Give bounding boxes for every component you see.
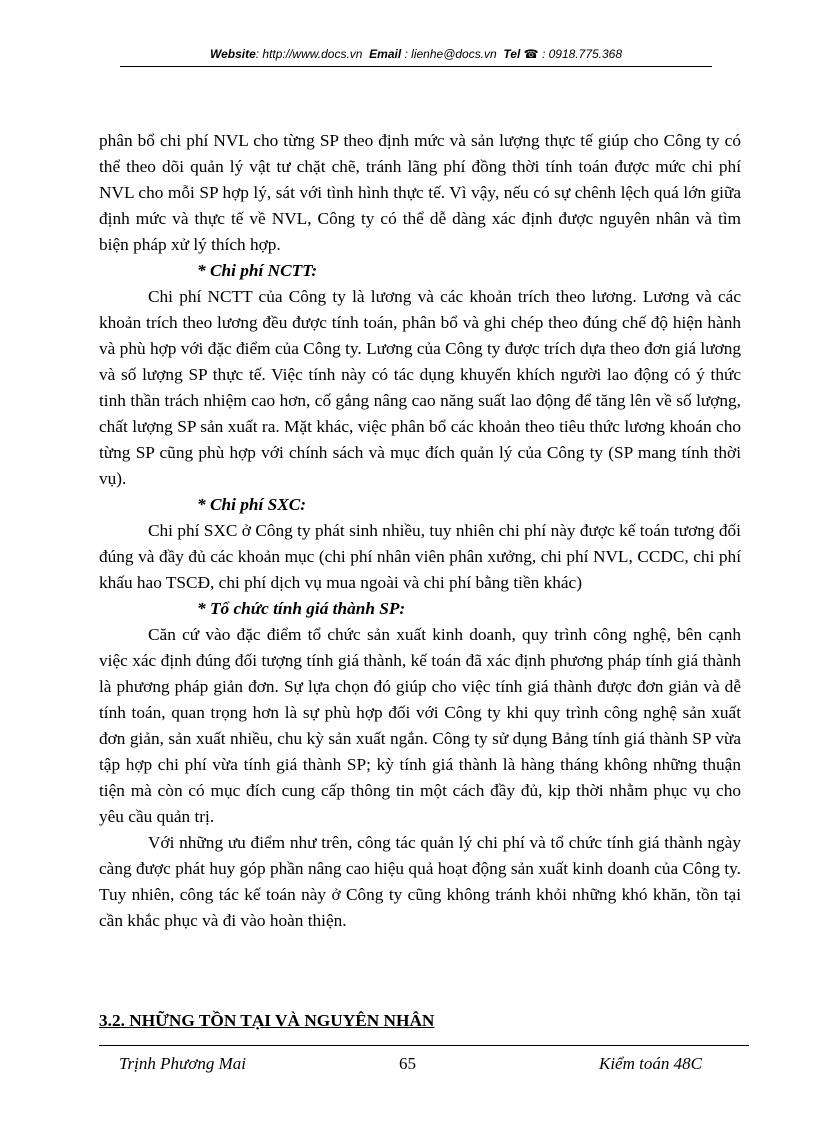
- page-footer: [99, 1054, 749, 1076]
- paragraph-nvl: phân bổ chi phí NVL cho từng SP theo định mức và sản lượng thực tế giúp cho Công ty có thể theo dõi quản lý vật tư chặt chẽ, tránh lãng phí đồng thời tính toán được mức chi phí NVL cho mỗi SP hợp lý, sát với tình hình thực tế. Vì vậy, nếu có sự chênh lệch quá lớn giữa định mức và thực tế về NVL, Công ty có thể dễ dàng xác định được nguyên nhân và tìm biện pháp xử lý thích hợp.: [99, 131, 741, 254]
- subheading-gia-thanh: * Tổ chức tính giá thành SP:: [197, 599, 406, 618]
- document-body: [99, 128, 741, 934]
- phone-icon: ☎: [523, 47, 539, 61]
- page-header: [120, 47, 712, 61]
- page-number: 65: [399, 1054, 416, 1073]
- paragraph-sxc: Chi phí SXC ở Công ty phát sinh nhiều, tuy nhiên chi phí này được kế toán tương đối đúng và đầy đủ các khoản mục (chi phí nhân viên phân xưởng, chi phí NVL, CCDC, chi phí khấu hao TSCĐ, chi phí dịch vụ mua ngoài và chi phí bằng tiền khác): [99, 521, 741, 592]
- paragraph-ncct: Chi phí NCTT của Công ty là lương và các khoản trích theo lương. Lương và các khoản trích theo lương đều được tính toán, phân bổ và ghi chép theo đúng chế độ hiện hành và phù hợp với đặc điểm của Công ty. Lương của Công ty được trích dựa theo đơn giá lương và số lượng SP thực tế. Việc tính này có tác dụng khuyến khích người lao động có ý thức tinh thần trách nhiệm cao hơn, cố gắng nâng cao năng suất lao động để tăng lên về số lượng, chất lượng SP sản xuất ra. Mặt khác, việc phân bổ các khoản theo tiêu thức lương khoán cho từng SP cũng phù hợp với chính sách và mục đích quản lý của Công ty (SP mang tính thời vụ).: [99, 287, 741, 488]
- email-value: : lienhe@docs.vn: [404, 47, 497, 61]
- paragraph-uu-diem: Với những ưu điểm như trên, công tác quản lý chi phí và tổ chức tính giá thành ngày càng được phát huy góp phần nâng cao hiệu quả hoạt động sản xuất kinh doanh của Công ty. Tuy nhiên, công tác kế toán này ở Công ty cũng không tránh khỏi những khó khăn, tồn tại cần khắc phục và đi vào hoàn thiện.: [99, 833, 741, 930]
- footer-class: Kiểm toán 48C: [599, 1054, 702, 1073]
- footer-divider: [99, 1045, 749, 1046]
- header-divider: [120, 66, 712, 67]
- subheading-ncct: * Chi phí NCTT:: [197, 261, 318, 280]
- subheading-sxc: * Chi phí SXC:: [197, 495, 307, 514]
- email-label: Email: [369, 47, 402, 61]
- footer-author: Trịnh Phương Mai: [119, 1054, 246, 1073]
- paragraph-gia-thanh: Căn cứ vào đặc điểm tổ chức sản xuất kinh doanh, quy trình công nghệ, bên cạnh việc xác định đúng đối tượng tính giá thành, kế toán đã xác định phương pháp tính giá thành là phương pháp giản đơn. Sự lựa chọn đó giúp cho việc tính giá thành được đơn giản và dễ tính toán, quan trọng hơn là sự phù hợp đối với Công ty khi quy trình công nghệ sản xuất đơn giản, sản xuất nhiều, chu kỳ sản xuất ngắn. Công ty sử dụng Bảng tính giá thành SP vừa tập hợp chi phí vừa tính giá thành SP; kỳ tính giá thành là hàng tháng không những thuận tiện mà còn có mục đích cung cấp thông tin một cách đầy đủ, kịp thời nhằm phục vụ cho yêu cầu quản trị.: [99, 625, 741, 826]
- section-title: 3.2. NHỮNG TỒN TẠI VÀ NGUYÊN NHÂN: [99, 1011, 435, 1030]
- tel-value: : 0918.775.368: [541, 47, 623, 61]
- tel-label: Tel: [503, 47, 521, 61]
- website-label: Website: [209, 47, 256, 61]
- website-value: : http://www.docs.vn: [255, 47, 363, 61]
